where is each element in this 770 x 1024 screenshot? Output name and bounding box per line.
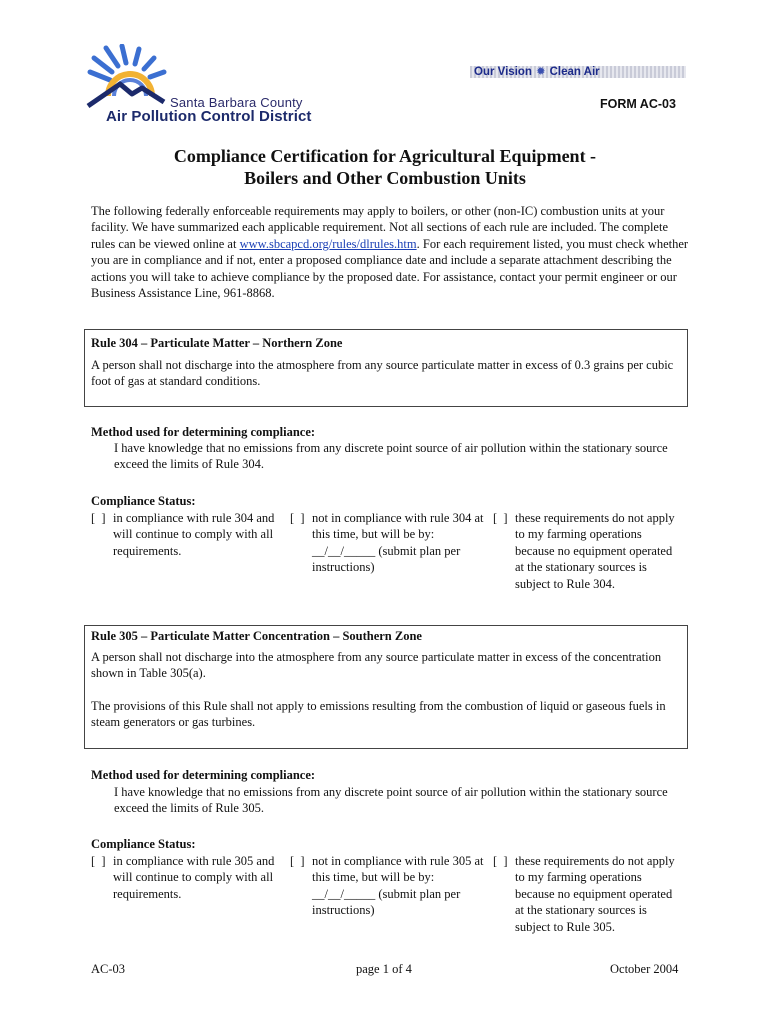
intro-text-before-link: The following federally enforceable requirements may apply to boilers, or other (non-IC) combustion units at your facility. We have summarized each applicable requirement. Not all sections of each rule are included. The complete rules can be viewed online at bbox=[91, 204, 668, 251]
rule-305-text-2: The provisions of this Rule shall not apply to emissions resulting from the combustion of liquid or gaseous fuels in steam generators or gas turbines. bbox=[91, 699, 666, 730]
page-title-line1: Compliance Certification for Agricultural Equipment - bbox=[173, 146, 597, 166]
rule-304-text: A person shall not discharge into the atmosphere from any source particulate matter in excess of 0.3 grains per cubic foot of gas at standard conditions. bbox=[91, 358, 674, 389]
rule-304-status-label: Compliance Status: bbox=[91, 494, 196, 508]
rule-305-method-text: I have knowledge that no emissions from any discrete point source of air pollution within the stationary source exceed the limits of Rule 305. bbox=[114, 785, 668, 816]
checkbox[interactable]: [ ] bbox=[493, 854, 508, 868]
district-name: Air Pollution Control District bbox=[106, 108, 312, 125]
tagline bbox=[474, 64, 600, 78]
rule-305-method-label: Method used for determining compliance: bbox=[91, 768, 316, 782]
rule-305-box bbox=[84, 625, 688, 749]
page-title-line2: Boilers and Other Combustion Units bbox=[244, 168, 526, 188]
option-label: in compliance with rule 305 and will continue to comply with all requirements. bbox=[113, 854, 275, 901]
footer-date: October 2004 bbox=[610, 962, 679, 976]
option-label: not in compliance with rule 304 at this time, but will be by: __/__/_____ (submit plan per instructions) bbox=[312, 511, 484, 575]
checkbox[interactable]: [ ] bbox=[91, 511, 106, 525]
rule-304-method-label: Method used for determining compliance: bbox=[91, 425, 316, 439]
option-label: not in compliance with rule 305 at this time, but will be by: __/__/_____ (submit plan per instructions) bbox=[312, 854, 484, 918]
checkbox[interactable]: [ ] bbox=[290, 511, 305, 525]
rule-305-text: A person shall not discharge into the atmosphere from any source particulate matter in excess of the concentration shown in Table 305(a). bbox=[91, 650, 662, 681]
rule-304-box bbox=[84, 329, 688, 407]
option-label: these requirements do not apply to my farming operations because no equipment operated at the stationary sources is subject to Rule 304. bbox=[515, 511, 675, 591]
tagline-left: Our Vision bbox=[474, 66, 532, 78]
option-label: in compliance with rule 304 and will continue to comply with all requirements. bbox=[113, 511, 275, 558]
county-name: Santa Barbara County bbox=[170, 95, 303, 110]
rule-304-heading: Rule 304 – Particulate Matter – Northern Zone bbox=[91, 336, 343, 350]
checkbox[interactable]: [ ] bbox=[493, 511, 508, 525]
footer-page-number: page 1 of 4 bbox=[356, 962, 412, 976]
sun-star-icon: ✹ bbox=[535, 66, 546, 78]
footer-form-code: AC-03 bbox=[91, 962, 126, 976]
checkbox[interactable]: [ ] bbox=[290, 854, 305, 868]
intro-paragraph bbox=[91, 203, 691, 301]
tagline-right: Clean Air bbox=[549, 66, 600, 78]
rules-link[interactable]: www.sbcapcd.org/rules/dlrules.htm bbox=[239, 236, 417, 251]
apcd-logo bbox=[84, 44, 174, 114]
rule-305-heading: Rule 305 – Particulate Matter Concentration – Southern Zone bbox=[91, 629, 422, 643]
form-id: FORM AC-03 bbox=[600, 97, 676, 111]
rule-305-status-label: Compliance Status: bbox=[91, 837, 196, 851]
rule-304-method-text: I have knowledge that no emissions from any discrete point source of air pollution within the stationary source exceed the limits of Rule 304. bbox=[114, 441, 668, 472]
intro-text-after-link: . For each requirement listed, you must check whether you are in compliance and if not, enter a proposed compliance date and include a separate attachment describing the actions you will take to achieve compliance by the proposed date. For assistance, contact your permit engineer or our Business Assistance Line, 961-8868. bbox=[91, 236, 689, 301]
checkbox[interactable]: [ ] bbox=[91, 854, 106, 868]
option-label: these requirements do not apply to my farming operations because no equipment operated at the stationary sources is subject to Rule 305. bbox=[515, 854, 675, 934]
